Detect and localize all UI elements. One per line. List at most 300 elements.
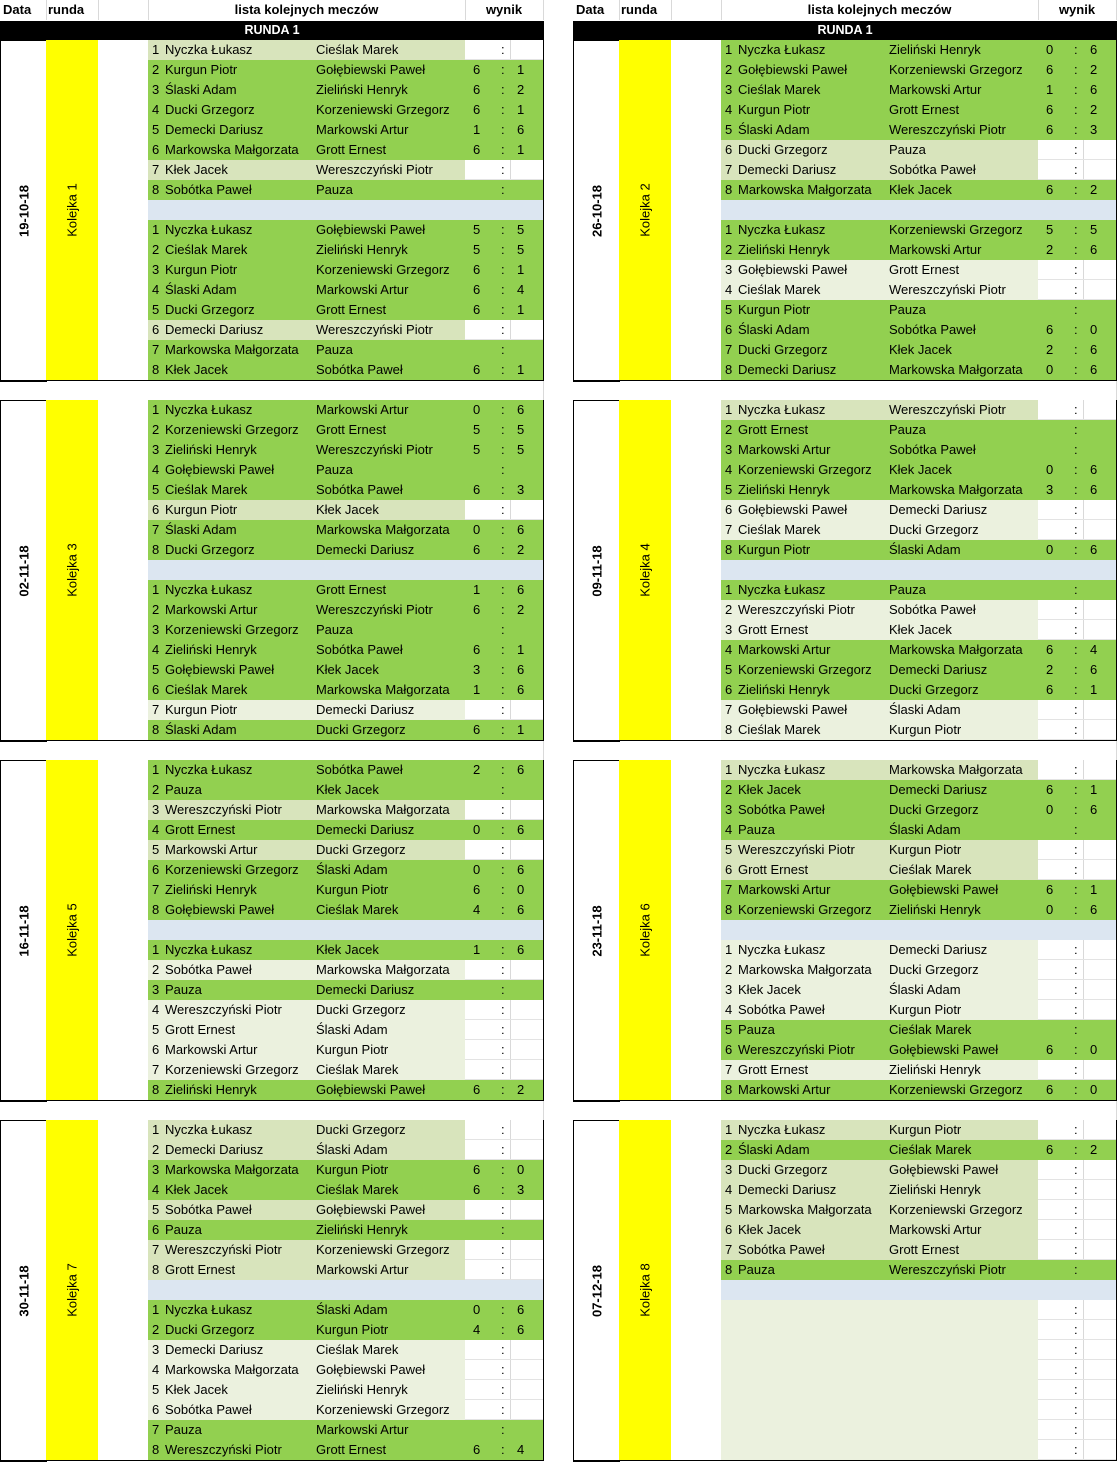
- match-number: 2: [152, 242, 160, 257]
- score-cell[interactable]: [1038, 520, 1116, 540]
- score-home: 6: [1046, 122, 1054, 137]
- score-cell[interactable]: [465, 100, 543, 120]
- player-away: Sobótka Paweł: [889, 602, 976, 617]
- score-home: 5: [473, 222, 481, 237]
- score-away: 0: [1090, 1042, 1098, 1057]
- score-cell[interactable]: [465, 220, 543, 240]
- score-cell[interactable]: [465, 1260, 543, 1280]
- score-cell[interactable]: [465, 260, 543, 280]
- score-away: 0: [517, 1162, 525, 1177]
- match-number: 2: [152, 1142, 160, 1157]
- score-cell[interactable]: [465, 660, 543, 680]
- player-away: Markowski Artur: [889, 1222, 982, 1237]
- score-colon: :: [1074, 1182, 1078, 1197]
- score-cell[interactable]: [1038, 1080, 1116, 1100]
- player-away: Cieślak Marek: [316, 1342, 399, 1357]
- score-cell[interactable]: [465, 1060, 543, 1080]
- match-number: 1: [725, 582, 733, 597]
- score-cell[interactable]: [465, 120, 543, 140]
- table-row: [148, 580, 465, 600]
- score-away: 1: [517, 642, 525, 657]
- match-number: 4: [152, 282, 160, 297]
- score-cell[interactable]: [1038, 720, 1116, 740]
- score-cell[interactable]: [1038, 660, 1116, 680]
- score-cell[interactable]: [1038, 1360, 1116, 1380]
- player-away: Kurgun Piotr: [889, 1122, 962, 1137]
- score-cell[interactable]: [465, 300, 543, 320]
- kolejka-label: Kolejka 1: [64, 183, 80, 237]
- table-row: [721, 1380, 1038, 1400]
- player-home: Wereszczyński Piotr: [165, 1442, 282, 1457]
- score-cell[interactable]: [465, 360, 543, 380]
- match-number: 6: [152, 862, 160, 877]
- score-cell[interactable]: [1038, 1400, 1116, 1420]
- score-cell[interactable]: [1038, 540, 1116, 560]
- player-away: Pauza: [316, 622, 353, 637]
- score-colon: :: [501, 1022, 505, 1037]
- score-cell[interactable]: [1038, 900, 1116, 920]
- score-cell[interactable]: [465, 720, 543, 740]
- score-cell[interactable]: [465, 1080, 543, 1100]
- player-home: Wereszczyński Piotr: [738, 842, 855, 857]
- score-away: 1: [1090, 682, 1098, 697]
- score-cell[interactable]: [465, 1180, 543, 1200]
- score-away: 6: [1090, 42, 1098, 57]
- score-cell[interactable]: [1038, 1320, 1116, 1340]
- match-number: 4: [152, 1182, 160, 1197]
- score-grid: [1083, 720, 1084, 740]
- score-colon: :: [501, 182, 505, 197]
- score-cell[interactable]: [1038, 1240, 1116, 1260]
- kolejka-label: Kolejka 7: [64, 1263, 80, 1317]
- score-colon: :: [1074, 442, 1078, 457]
- score-cell[interactable]: [1038, 1120, 1116, 1140]
- score-cell[interactable]: [1038, 1380, 1116, 1400]
- score-cell[interactable]: [1038, 340, 1116, 360]
- score-home: 1: [473, 942, 481, 957]
- score-colon: :: [501, 42, 505, 57]
- score-colon: :: [501, 862, 505, 877]
- score-grid: [510, 320, 511, 340]
- grid-line: [619, 0, 620, 20]
- score-cell[interactable]: [1038, 420, 1116, 440]
- score-cell[interactable]: [465, 80, 543, 100]
- score-cell[interactable]: [1038, 840, 1116, 860]
- player-away: Markowska Małgorzata: [889, 762, 1023, 777]
- score-colon: :: [1074, 1082, 1078, 1097]
- score-cell[interactable]: [465, 1220, 543, 1240]
- table-row: [148, 720, 465, 740]
- score-cell[interactable]: [1038, 460, 1116, 480]
- score-cell[interactable]: [465, 1040, 543, 1060]
- score-colon: :: [501, 1322, 505, 1337]
- score-cell[interactable]: [465, 1200, 543, 1220]
- score-away: 1: [1090, 782, 1098, 797]
- score-cell[interactable]: [465, 580, 543, 600]
- score-cell[interactable]: [465, 640, 543, 660]
- score-cell[interactable]: [465, 400, 543, 420]
- match-number: 2: [152, 422, 160, 437]
- score-colon: :: [501, 362, 505, 377]
- score-colon: :: [1074, 242, 1078, 257]
- table-row: [721, 480, 1038, 500]
- score-cell[interactable]: [465, 1320, 543, 1340]
- score-cell[interactable]: [465, 960, 543, 980]
- player-away: Demecki Dariusz: [889, 502, 988, 517]
- score-away: 6: [517, 762, 525, 777]
- score-cell[interactable]: [1038, 1160, 1116, 1180]
- player-away: Ślaski Adam: [889, 542, 961, 557]
- player-away: Korzeniewski Grzegorz: [889, 1082, 1023, 1097]
- player-home: Zieliński Henryk: [165, 882, 257, 897]
- score-colon: :: [1074, 1402, 1078, 1417]
- table-row: [721, 40, 1038, 60]
- score-cell[interactable]: [1038, 280, 1116, 300]
- score-cell[interactable]: [465, 1020, 543, 1040]
- score-cell[interactable]: [465, 240, 543, 260]
- score-cell[interactable]: [1038, 400, 1116, 420]
- match-number: 5: [152, 1022, 160, 1037]
- score-cell[interactable]: [1038, 1300, 1116, 1320]
- match-number: 8: [152, 1262, 160, 1277]
- score-cell[interactable]: [465, 980, 543, 1000]
- score-cell[interactable]: [1038, 1220, 1116, 1240]
- score-cell[interactable]: [465, 420, 543, 440]
- player-away: Markowska Małgorzata: [889, 362, 1023, 377]
- score-cell[interactable]: [465, 1380, 543, 1400]
- player-away: Korzeniewski Grzegorz: [316, 1402, 450, 1417]
- match-number: 5: [152, 122, 160, 137]
- match-number: 8: [152, 722, 160, 737]
- score-cell[interactable]: [465, 900, 543, 920]
- player-home: Nyczka Łukasz: [165, 402, 253, 417]
- score-colon: :: [501, 782, 505, 797]
- match-number: 6: [725, 142, 733, 157]
- match-number: 3: [152, 82, 160, 97]
- score-cell[interactable]: [465, 820, 543, 840]
- table-row: [148, 520, 465, 540]
- score-cell[interactable]: [1038, 1140, 1116, 1160]
- score-cell[interactable]: [465, 480, 543, 500]
- score-colon: :: [501, 682, 505, 697]
- score-cell[interactable]: [1038, 1200, 1116, 1220]
- table-row: [148, 400, 465, 420]
- score-cell[interactable]: [1038, 500, 1116, 520]
- score-cell[interactable]: [1038, 680, 1116, 700]
- score-colon: :: [501, 602, 505, 617]
- score-cell[interactable]: [465, 1440, 543, 1460]
- score-home: 0: [1046, 802, 1054, 817]
- match-number: 7: [152, 162, 160, 177]
- score-cell[interactable]: [1038, 140, 1116, 160]
- player-home: Korzeniewski Grzegorz: [165, 422, 299, 437]
- player-away: Wereszczyński Piotr: [889, 122, 1006, 137]
- score-cell[interactable]: [1038, 1260, 1116, 1280]
- score-cell[interactable]: [465, 1360, 543, 1380]
- score-cell[interactable]: [1038, 600, 1116, 620]
- score-colon: :: [1074, 962, 1078, 977]
- separator-row: [148, 1280, 543, 1300]
- table-row: [148, 1360, 465, 1380]
- player-away: Ducki Grzegorz: [316, 1122, 406, 1137]
- score-cell[interactable]: [465, 700, 543, 720]
- match-number: 3: [725, 262, 733, 277]
- match-number: 2: [725, 1142, 733, 1157]
- player-home: Nyczka Łukasz: [738, 402, 826, 417]
- score-cell[interactable]: [465, 540, 543, 560]
- score-cell[interactable]: [465, 520, 543, 540]
- score-cell[interactable]: [465, 180, 543, 200]
- score-cell[interactable]: [1038, 1040, 1116, 1060]
- score-grid: [1083, 280, 1084, 300]
- score-cell[interactable]: [1038, 100, 1116, 120]
- score-away: 6: [517, 402, 525, 417]
- match-number: 8: [725, 182, 733, 197]
- score-cell[interactable]: [1038, 760, 1116, 780]
- score-cell[interactable]: [1038, 1020, 1116, 1040]
- player-away: Cieślak Marek: [316, 1182, 399, 1197]
- score-cell[interactable]: [465, 1160, 543, 1180]
- score-cell[interactable]: [465, 160, 543, 180]
- score-colon: :: [1074, 842, 1078, 857]
- player-home: Cieślak Marek: [165, 682, 248, 697]
- score-colon: :: [501, 662, 505, 677]
- score-colon: :: [1074, 422, 1078, 437]
- date-label: 19-10-18: [16, 184, 32, 238]
- score-colon: :: [1074, 942, 1078, 957]
- score-cell[interactable]: [1038, 1420, 1116, 1440]
- score-cell[interactable]: [1038, 180, 1116, 200]
- table-row: [721, 1160, 1038, 1180]
- score-cell[interactable]: [465, 1140, 543, 1160]
- table-row: [148, 1000, 465, 1020]
- score-cell[interactable]: [465, 800, 543, 820]
- score-colon: :: [1074, 462, 1078, 477]
- table-row: [721, 1020, 1038, 1040]
- table-row: [148, 980, 465, 1000]
- player-home: Wereszczyński Piotr: [738, 1042, 855, 1057]
- player-away: Pauza: [889, 302, 926, 317]
- score-cell[interactable]: [465, 940, 543, 960]
- player-away: Markowski Artur: [889, 242, 982, 257]
- player-away: Sobótka Paweł: [889, 162, 976, 177]
- player-away: Kłek Jacek: [889, 342, 952, 357]
- score-cell[interactable]: [1038, 480, 1116, 500]
- match-number: 3: [725, 802, 733, 817]
- score-cell[interactable]: [1038, 640, 1116, 660]
- player-home: Markowski Artur: [165, 602, 258, 617]
- match-number: 4: [725, 1002, 733, 1017]
- score-cell[interactable]: [1038, 80, 1116, 100]
- score-cell[interactable]: [465, 440, 543, 460]
- score-cell[interactable]: [465, 60, 543, 80]
- score-home: 0: [473, 402, 481, 417]
- runda-banner: RUNDA 1: [0, 21, 544, 40]
- table-row: [148, 480, 465, 500]
- player-home: Wereszczyński Piotr: [165, 1002, 282, 1017]
- player-away: Demecki Dariusz: [316, 702, 415, 717]
- score-cell[interactable]: [465, 760, 543, 780]
- score-away: 1: [517, 262, 525, 277]
- score-cell[interactable]: [1038, 980, 1116, 1000]
- score-cell[interactable]: [1038, 300, 1116, 320]
- score-grid: [1083, 1160, 1084, 1180]
- score-cell[interactable]: [465, 1000, 543, 1020]
- match-number: 8: [725, 542, 733, 557]
- score-colon: :: [1074, 62, 1078, 77]
- match-number: 5: [725, 662, 733, 677]
- player-home: Korzeniewski Grzegorz: [165, 1062, 299, 1077]
- player-home: Cieślak Marek: [165, 482, 248, 497]
- player-away: Markowska Małgorzata: [889, 482, 1023, 497]
- score-colon: :: [1074, 682, 1078, 697]
- match-number: 5: [725, 122, 733, 137]
- match-number: 4: [152, 822, 160, 837]
- table-row: [148, 960, 465, 980]
- score-away: 4: [517, 282, 525, 297]
- score-cell[interactable]: [1038, 60, 1116, 80]
- match-number: 3: [152, 982, 160, 997]
- score-cell[interactable]: [465, 780, 543, 800]
- score-cell[interactable]: [465, 1300, 543, 1320]
- table-row: [721, 580, 1038, 600]
- score-cell[interactable]: [1038, 940, 1116, 960]
- score-cell[interactable]: [465, 880, 543, 900]
- score-cell[interactable]: [1038, 960, 1116, 980]
- score-cell[interactable]: [1038, 1060, 1116, 1080]
- score-cell[interactable]: [465, 680, 543, 700]
- score-grid: [1083, 1440, 1084, 1460]
- score-cell[interactable]: [1038, 580, 1116, 600]
- score-cell[interactable]: [1038, 700, 1116, 720]
- score-cell[interactable]: [1038, 780, 1116, 800]
- match-number: 5: [725, 482, 733, 497]
- score-cell[interactable]: [1038, 360, 1116, 380]
- match-number: 8: [152, 1442, 160, 1457]
- score-colon: :: [1074, 802, 1078, 817]
- player-home: Ducki Grzegorz: [165, 102, 255, 117]
- table-row: [148, 620, 465, 640]
- match-number: 2: [152, 602, 160, 617]
- player-home: Kurgun Piotr: [165, 262, 238, 277]
- score-cell[interactable]: [1038, 880, 1116, 900]
- score-cell[interactable]: [465, 1420, 543, 1440]
- score-home: 1: [473, 582, 481, 597]
- table-row: [148, 420, 465, 440]
- player-away: Zieliński Henryk: [889, 1182, 981, 1197]
- score-cell[interactable]: [1038, 440, 1116, 460]
- score-home: 2: [1046, 242, 1054, 257]
- score-home: 6: [1046, 782, 1054, 797]
- score-cell[interactable]: [1038, 1000, 1116, 1020]
- score-colon: :: [501, 762, 505, 777]
- match-number: 2: [725, 602, 733, 617]
- separator-row: [721, 1280, 1116, 1300]
- score-cell[interactable]: [465, 460, 543, 480]
- match-number: 5: [152, 842, 160, 857]
- player-home: Pauza: [165, 1222, 202, 1237]
- score-away: 2: [517, 82, 525, 97]
- score-grid: [1083, 520, 1084, 540]
- score-colon: :: [501, 1182, 505, 1197]
- score-cell[interactable]: [465, 320, 543, 340]
- score-cell[interactable]: [465, 840, 543, 860]
- match-number: 5: [152, 1202, 160, 1217]
- score-cell[interactable]: [1038, 1180, 1116, 1200]
- score-away: 6: [1090, 462, 1098, 477]
- score-cell[interactable]: [465, 280, 543, 300]
- table-row: [148, 760, 465, 780]
- score-cell[interactable]: [465, 500, 543, 520]
- score-cell[interactable]: [1038, 40, 1116, 60]
- score-cell[interactable]: [1038, 860, 1116, 880]
- score-cell[interactable]: [1038, 620, 1116, 640]
- grid-line: [1038, 0, 1039, 20]
- score-cell[interactable]: [465, 40, 543, 60]
- score-cell[interactable]: [465, 340, 543, 360]
- score-away: 0: [1090, 322, 1098, 337]
- score-cell[interactable]: [465, 1120, 543, 1140]
- player-away: Kurgun Piotr: [889, 842, 962, 857]
- table-row: [721, 800, 1038, 820]
- player-home: Wereszczyński Piotr: [165, 802, 282, 817]
- score-cell[interactable]: [1038, 1340, 1116, 1360]
- score-colon: :: [501, 1342, 505, 1357]
- gap-row: [573, 381, 1117, 400]
- score-cell[interactable]: [1038, 240, 1116, 260]
- score-cell[interactable]: [1038, 820, 1116, 840]
- table-row: [721, 500, 1038, 520]
- score-away: 6: [517, 122, 525, 137]
- score-cell[interactable]: [1038, 320, 1116, 340]
- player-home: Demecki Dariusz: [165, 322, 264, 337]
- score-cell[interactable]: [1038, 160, 1116, 180]
- match-number: 4: [725, 822, 733, 837]
- match-number: 3: [725, 622, 733, 637]
- match-number: 6: [152, 682, 160, 697]
- score-cell[interactable]: [465, 620, 543, 640]
- player-away: Korzeniewski Grzegorz: [316, 1242, 450, 1257]
- score-cell[interactable]: [1038, 260, 1116, 280]
- table-row: [148, 1140, 465, 1160]
- player-away: Markowska Małgorzata: [316, 962, 450, 977]
- score-cell[interactable]: [1038, 220, 1116, 240]
- player-away: Kurgun Piotr: [316, 882, 389, 897]
- score-colon: :: [501, 1302, 505, 1317]
- score-colon: :: [501, 102, 505, 117]
- score-cell[interactable]: [1038, 120, 1116, 140]
- table-row: [721, 1420, 1038, 1440]
- score-colon: :: [501, 1382, 505, 1397]
- score-cell[interactable]: [465, 1340, 543, 1360]
- player-away: Kurgun Piotr: [889, 1002, 962, 1017]
- score-cell[interactable]: [1038, 800, 1116, 820]
- player-home: Zieliński Henryk: [165, 1082, 257, 1097]
- score-away: 2: [517, 1082, 525, 1097]
- match-number: 6: [725, 322, 733, 337]
- player-home: Ślaski Adam: [165, 722, 237, 737]
- score-cell[interactable]: [465, 860, 543, 880]
- player-home: Cieślak Marek: [738, 282, 821, 297]
- score-cell[interactable]: [465, 1400, 543, 1420]
- score-cell[interactable]: [1038, 1440, 1116, 1460]
- player-home: Cieślak Marek: [738, 82, 821, 97]
- score-cell[interactable]: [465, 140, 543, 160]
- score-cell[interactable]: [465, 600, 543, 620]
- player-away: Zieliński Henryk: [889, 42, 981, 57]
- player-home: Zieliński Henryk: [738, 482, 830, 497]
- score-cell[interactable]: [465, 1240, 543, 1260]
